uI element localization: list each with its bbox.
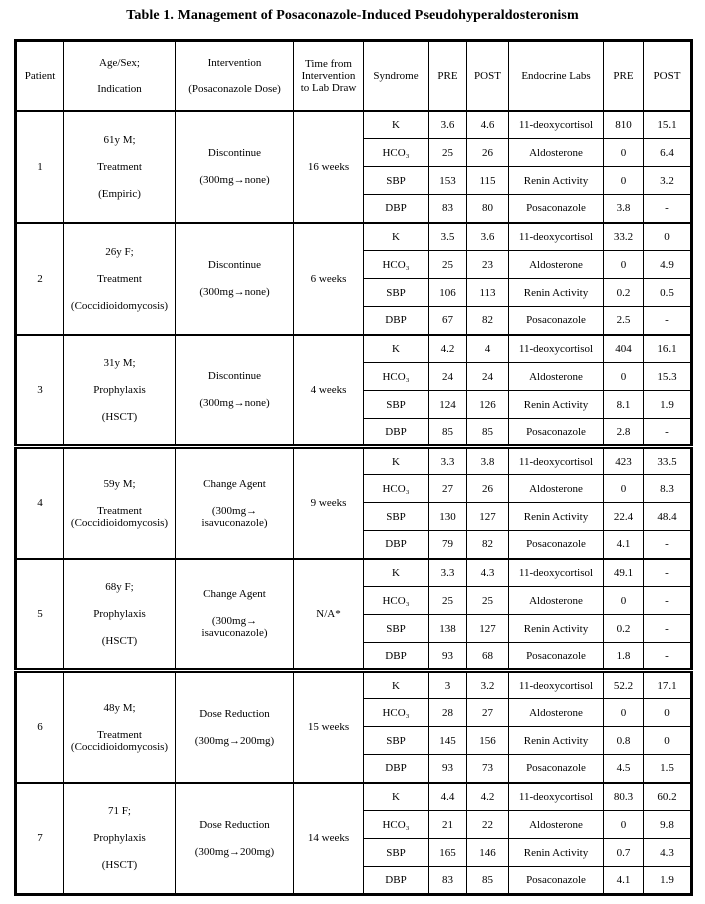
endocrine-lab-cell: Posaconazole: [509, 419, 604, 447]
syndrome-post-cell: 85: [467, 419, 509, 447]
intervention-cell-para: [178, 174, 291, 186]
syndrome-post-cell: 4: [467, 335, 509, 363]
age-sex-indication-cell-para: [66, 635, 173, 647]
lab-pre-cell: 0: [604, 363, 644, 391]
syndrome-cell: DBP: [364, 643, 429, 671]
age-sex-indication-cell-line: Treatment: [97, 160, 142, 173]
syndrome-cell: SBP: [364, 615, 429, 643]
patient-2-subrow-1: [16, 223, 692, 251]
intervention-cell-para: [178, 588, 291, 600]
lab-post-cell: 15.3: [644, 363, 692, 391]
patient-3-subrow-1: [16, 335, 692, 363]
age-sex-indication-cell-line: (Coccidioidomycosis): [70, 516, 169, 529]
syndrome-post-cell: 85: [467, 867, 509, 895]
col-header-labs-pre: PRE: [604, 41, 644, 111]
lab-pre-cell: 0.2: [604, 615, 644, 643]
header-row: [16, 41, 692, 111]
age-sex-indication-cell-line: (HSCT): [101, 634, 138, 647]
lab-pre-cell: 0: [604, 587, 644, 615]
lab-pre-cell: 0: [604, 811, 644, 839]
intervention-cell-line: Dose Reduction: [199, 707, 270, 720]
lab-post-cell: 3.2: [644, 167, 692, 195]
syndrome-pre-cell: 106: [429, 279, 467, 307]
syndrome-post-cell: 3.8: [467, 447, 509, 475]
lab-post-cell: -: [644, 587, 692, 615]
intervention-cell: [176, 335, 294, 447]
endocrine-lab-cell: 11-deoxycortisol: [509, 671, 604, 699]
lab-post-cell: -: [644, 643, 692, 671]
endocrine-lab-cell: Posaconazole: [509, 755, 604, 783]
col-header-post: POST: [467, 41, 509, 111]
syndrome-post-cell: 127: [467, 615, 509, 643]
syndrome-pre-cell: 124: [429, 391, 467, 419]
lab-post-cell: 4.9: [644, 251, 692, 279]
lab-post-cell: 1.9: [644, 391, 692, 419]
endocrine-lab-cell: Aldosterone: [509, 587, 604, 615]
col-header-age-sex-line2: Indication: [97, 82, 142, 95]
age-sex-indication-cell-line: 71 F;: [108, 805, 131, 818]
intervention-cell: [176, 559, 294, 671]
syndrome-post-cell: 3.2: [467, 671, 509, 699]
syndrome-cell: DBP: [364, 531, 429, 559]
endocrine-lab-cell: Renin Activity: [509, 727, 604, 755]
syndrome-cell: SBP: [364, 503, 429, 531]
lab-pre-cell: 80.3: [604, 783, 644, 811]
endocrine-lab-cell: Posaconazole: [509, 867, 604, 895]
col-header-intervention-line2: (Posaconazole Dose): [188, 82, 281, 95]
lab-post-cell: 8.3: [644, 475, 692, 503]
syndrome-post-cell: 68: [467, 643, 509, 671]
lab-post-cell: 0: [644, 699, 692, 727]
syndrome-pre-cell: 153: [429, 167, 467, 195]
endocrine-lab-cell: Aldosterone: [509, 475, 604, 503]
patient-id-cell: 6: [16, 671, 64, 783]
intervention-cell-line: Discontinue: [207, 370, 262, 383]
syndrome-post-cell: 4.6: [467, 111, 509, 139]
age-sex-indication-cell-line: (HSCT): [101, 410, 138, 423]
age-sex-indication-cell-para: [66, 478, 173, 490]
lab-pre-cell: 0.8: [604, 727, 644, 755]
lab-pre-cell: 0.7: [604, 839, 644, 867]
lab-pre-cell: 33.2: [604, 223, 644, 251]
age-sex-indication-cell-para: [66, 300, 173, 312]
intervention-cell-line: (300mg→: [211, 504, 258, 517]
age-sex-indication-cell: [64, 111, 176, 223]
endocrine-lab-cell: Aldosterone: [509, 251, 604, 279]
intervention-cell-para: [178, 505, 291, 529]
age-sex-indication-cell-line: (Coccidioidomycosis): [70, 299, 169, 312]
intervention-cell-line: (300mg→200mg): [194, 845, 275, 858]
lab-pre-cell: 423: [604, 447, 644, 475]
age-sex-indication-cell: [64, 559, 176, 671]
syndrome-post-cell: 80: [467, 195, 509, 223]
table-title: Table 1. Management of Posaconazole-Induced Pseudohyperaldosteronism: [126, 8, 579, 23]
syndrome-cell: K: [364, 559, 429, 587]
syndrome-pre-cell: 83: [429, 867, 467, 895]
intervention-cell-line: Dose Reduction: [199, 818, 270, 831]
syndrome-post-cell: 82: [467, 307, 509, 335]
lab-pre-cell: 4.1: [604, 867, 644, 895]
syndrome-pre-cell: 165: [429, 839, 467, 867]
syndrome-post-cell: 127: [467, 503, 509, 531]
syndrome-pre-cell: 93: [429, 643, 467, 671]
syndrome-post-cell: 4.2: [467, 783, 509, 811]
syndrome-pre-cell: 145: [429, 727, 467, 755]
syndrome-cell: HCO₃: [364, 251, 429, 279]
lab-pre-cell: 4.5: [604, 755, 644, 783]
col-header-labs-post: POST: [644, 41, 692, 111]
age-sex-indication-cell-line: Treatment: [97, 504, 142, 517]
patient-1-subrow-1: [16, 111, 692, 139]
syndrome-cell: SBP: [364, 391, 429, 419]
syndrome-post-cell: 146: [467, 839, 509, 867]
syndrome-cell: SBP: [364, 727, 429, 755]
intervention-cell-para: [178, 846, 291, 858]
intervention-cell-line: (300mg→: [211, 615, 258, 628]
intervention-cell-para: [178, 819, 291, 831]
lab-post-cell: -: [644, 195, 692, 223]
age-sex-indication-cell-para: [66, 384, 173, 396]
intervention-cell-para: [178, 397, 291, 409]
lab-pre-cell: 0: [604, 167, 644, 195]
endocrine-lab-cell: Posaconazole: [509, 531, 604, 559]
age-sex-indication-cell-line: (Coccidioidomycosis): [70, 740, 169, 753]
intervention-cell-para: [178, 478, 291, 490]
age-sex-indication-cell-line: 61y M;: [103, 133, 136, 146]
age-sex-indication-cell: [64, 783, 176, 895]
lab-pre-cell: 22.4: [604, 503, 644, 531]
syndrome-cell: HCO₃: [364, 587, 429, 615]
patient-5-subrow-1: [16, 559, 692, 587]
syndrome-cell: SBP: [364, 167, 429, 195]
col-header-time: Time from Intervention to Lab Draw: [294, 41, 364, 111]
intervention-cell-para: [178, 615, 291, 639]
syndrome-cell: HCO₃: [364, 139, 429, 167]
age-sex-indication-cell-line: Treatment: [97, 728, 142, 741]
lab-pre-cell: 0: [604, 475, 644, 503]
patient-id-cell: 1: [16, 111, 64, 223]
age-sex-indication-cell-para: [66, 505, 173, 529]
syndrome-pre-cell: 25: [429, 587, 467, 615]
patient-id-cell: 7: [16, 783, 64, 895]
col-header-syndrome: Syndrome: [364, 41, 429, 111]
endocrine-lab-cell: Aldosterone: [509, 811, 604, 839]
endocrine-lab-cell: Posaconazole: [509, 643, 604, 671]
lab-post-cell: 9.8: [644, 811, 692, 839]
lab-pre-cell: 0: [604, 251, 644, 279]
intervention-cell-line: Discontinue: [207, 259, 262, 271]
table-body: [16, 111, 692, 895]
endocrine-lab-cell: 11-deoxycortisol: [509, 223, 604, 251]
age-sex-indication-cell-para: [66, 581, 173, 593]
syndrome-cell: DBP: [364, 755, 429, 783]
intervention-cell-para: [178, 370, 291, 382]
age-sex-indication-cell-para: [66, 188, 173, 200]
col-header-intervention-line1: Intervention: [207, 56, 262, 69]
intervention-cell-line: isavuconazole): [201, 516, 268, 529]
col-header-age-sex-line1: Age/Sex;: [99, 56, 140, 69]
syndrome-pre-cell: 3.3: [429, 447, 467, 475]
intervention-cell-line: (300mg→none): [199, 174, 270, 186]
endocrine-lab-cell: Posaconazole: [509, 307, 604, 335]
lab-post-cell: 0.5: [644, 279, 692, 307]
lab-post-cell: 0: [644, 223, 692, 251]
syndrome-cell: SBP: [364, 279, 429, 307]
age-sex-indication-cell-line: 48y M;: [103, 701, 136, 714]
age-sex-indication-cell-para: [66, 161, 173, 173]
syndrome-pre-cell: 25: [429, 139, 467, 167]
lab-pre-cell: 1.8: [604, 643, 644, 671]
intervention-cell-line: Change Agent: [203, 477, 266, 490]
intervention-cell-line: (300mg→200mg): [194, 734, 275, 747]
endocrine-lab-cell: Renin Activity: [509, 839, 604, 867]
syndrome-pre-cell: 3.6: [429, 111, 467, 139]
time-to-lab-draw-cell: 9 weeks: [294, 447, 364, 559]
intervention-cell-para: [178, 259, 291, 271]
lab-post-cell: 4.3: [644, 839, 692, 867]
lab-pre-cell: 3.8: [604, 195, 644, 223]
col-header-intervention: [176, 41, 294, 111]
syndrome-pre-cell: 24: [429, 363, 467, 391]
intervention-cell-para: [178, 147, 291, 159]
patient-id-cell: 4: [16, 447, 64, 559]
syndrome-post-cell: 126: [467, 391, 509, 419]
lab-pre-cell: 52.2: [604, 671, 644, 699]
lab-pre-cell: 8.1: [604, 391, 644, 419]
intervention-cell-line: Discontinue: [207, 147, 262, 159]
lab-pre-cell: 0: [604, 699, 644, 727]
lab-post-cell: 60.2: [644, 783, 692, 811]
syndrome-cell: HCO₃: [364, 811, 429, 839]
syndrome-cell: DBP: [364, 867, 429, 895]
intervention-cell-para: [178, 286, 291, 298]
age-sex-indication-cell-line: Prophylaxis: [93, 383, 146, 396]
age-sex-indication-cell-line: Prophylaxis: [93, 832, 146, 845]
intervention-cell: [176, 671, 294, 783]
lab-pre-cell: 404: [604, 335, 644, 363]
syndrome-cell: K: [364, 223, 429, 251]
table-header: [16, 41, 692, 111]
syndrome-post-cell: 113: [467, 279, 509, 307]
age-sex-indication-cell-para: [66, 702, 173, 714]
syndrome-pre-cell: 3.5: [429, 223, 467, 251]
patient-id-cell: 2: [16, 223, 64, 335]
age-sex-indication-cell-line: 31y M;: [103, 356, 136, 369]
age-sex-indication-cell: [64, 447, 176, 559]
age-sex-indication-cell-line: 26y F;: [105, 245, 134, 258]
patient-id-cell: 5: [16, 559, 64, 671]
syndrome-pre-cell: 25: [429, 251, 467, 279]
endocrine-lab-cell: Renin Activity: [509, 615, 604, 643]
syndrome-cell: K: [364, 783, 429, 811]
age-sex-indication-cell-para: [66, 832, 173, 844]
endocrine-lab-cell: Renin Activity: [509, 391, 604, 419]
lab-pre-cell: 4.1: [604, 531, 644, 559]
syndrome-pre-cell: 138: [429, 615, 467, 643]
syndrome-post-cell: 24: [467, 363, 509, 391]
lab-pre-cell: 810: [604, 111, 644, 139]
intervention-cell-line: (300mg→none): [199, 286, 270, 298]
endocrine-lab-cell: 11-deoxycortisol: [509, 335, 604, 363]
syndrome-pre-cell: 3: [429, 671, 467, 699]
intervention-cell-line: Change Agent: [203, 588, 266, 601]
syndrome-post-cell: 3.6: [467, 223, 509, 251]
syndrome-pre-cell: 85: [429, 419, 467, 447]
age-sex-indication-cell-para: [66, 246, 173, 258]
patient-6-subrow-1: [16, 671, 692, 699]
lab-post-cell: -: [644, 531, 692, 559]
lab-pre-cell: 0.2: [604, 279, 644, 307]
time-to-lab-draw-cell: 15 weeks: [294, 671, 364, 783]
intervention-cell-para: [178, 735, 291, 747]
syndrome-post-cell: 4.3: [467, 559, 509, 587]
endocrine-lab-cell: 11-deoxycortisol: [509, 111, 604, 139]
age-sex-indication-cell-para: [66, 608, 173, 620]
age-sex-indication-cell-line: 59y M;: [103, 477, 136, 490]
lab-post-cell: -: [644, 615, 692, 643]
lab-post-cell: 48.4: [644, 503, 692, 531]
syndrome-post-cell: 73: [467, 755, 509, 783]
endocrine-lab-cell: Posaconazole: [509, 195, 604, 223]
syndrome-post-cell: 22: [467, 811, 509, 839]
syndrome-post-cell: 82: [467, 531, 509, 559]
age-sex-indication-cell: [64, 223, 176, 335]
age-sex-indication-cell-para: [66, 859, 173, 871]
time-to-lab-draw-cell: 14 weeks: [294, 783, 364, 895]
age-sex-indication-cell-para: [66, 729, 173, 753]
lab-pre-cell: 2.5: [604, 307, 644, 335]
intervention-cell-line: (300mg→none): [199, 397, 270, 410]
intervention-cell-line: isavuconazole): [201, 627, 268, 640]
syndrome-post-cell: 26: [467, 475, 509, 503]
age-sex-indication-cell-line: (HSCT): [101, 859, 138, 872]
syndrome-post-cell: 26: [467, 139, 509, 167]
age-sex-indication-cell-para: [66, 411, 173, 423]
age-sex-indication-cell-line: Treatment: [97, 272, 142, 285]
lab-post-cell: 1.9: [644, 867, 692, 895]
lab-post-cell: -: [644, 419, 692, 447]
syndrome-post-cell: 115: [467, 167, 509, 195]
lab-pre-cell: 49.1: [604, 559, 644, 587]
syndrome-pre-cell: 79: [429, 531, 467, 559]
col-header-endocrine-labs: Endocrine Labs: [509, 41, 604, 111]
syndrome-pre-cell: 28: [429, 699, 467, 727]
lab-post-cell: 33.5: [644, 447, 692, 475]
intervention-cell: [176, 223, 294, 335]
syndrome-pre-cell: 27: [429, 475, 467, 503]
age-sex-indication-cell: [64, 671, 176, 783]
age-sex-indication-cell-para: [66, 357, 173, 369]
intervention-cell: [176, 447, 294, 559]
syndrome-pre-cell: 130: [429, 503, 467, 531]
age-sex-indication-cell-para: [66, 273, 173, 285]
lab-post-cell: 0: [644, 727, 692, 755]
syndrome-pre-cell: 3.3: [429, 559, 467, 587]
syndrome-pre-cell: 4.2: [429, 335, 467, 363]
syndrome-cell: K: [364, 447, 429, 475]
col-header-age-sex: [64, 41, 176, 111]
lab-pre-cell: 0: [604, 139, 644, 167]
intervention-cell-para: [178, 708, 291, 720]
col-header-pre: PRE: [429, 41, 467, 111]
lab-post-cell: 15.1: [644, 111, 692, 139]
age-sex-indication-cell: [64, 335, 176, 447]
intervention-cell: [176, 783, 294, 895]
age-sex-indication-cell-para: [66, 805, 173, 817]
lab-post-cell: -: [644, 307, 692, 335]
endocrine-lab-cell: Aldosterone: [509, 363, 604, 391]
syndrome-cell: K: [364, 335, 429, 363]
time-to-lab-draw-cell: N/A*: [294, 559, 364, 671]
time-to-lab-draw-cell: 6 weeks: [294, 223, 364, 335]
syndrome-cell: HCO₃: [364, 363, 429, 391]
time-to-lab-draw-cell: 16 weeks: [294, 111, 364, 223]
syndrome-cell: HCO₃: [364, 475, 429, 503]
document-page: [0, 8, 705, 896]
syndrome-cell: SBP: [364, 839, 429, 867]
age-sex-indication-cell-line: 68y F;: [105, 580, 134, 593]
syndrome-cell: DBP: [364, 195, 429, 223]
patient-id-cell: 3: [16, 335, 64, 447]
endocrine-lab-cell: Renin Activity: [509, 279, 604, 307]
lab-post-cell: -: [644, 559, 692, 587]
syndrome-pre-cell: 93: [429, 755, 467, 783]
lab-post-cell: 17.1: [644, 671, 692, 699]
lab-post-cell: 16.1: [644, 335, 692, 363]
syndrome-pre-cell: 4.4: [429, 783, 467, 811]
endocrine-lab-cell: 11-deoxycortisol: [509, 559, 604, 587]
syndrome-pre-cell: 83: [429, 195, 467, 223]
syndrome-cell: K: [364, 671, 429, 699]
syndrome-pre-cell: 67: [429, 307, 467, 335]
syndrome-post-cell: 27: [467, 699, 509, 727]
endocrine-lab-cell: Renin Activity: [509, 503, 604, 531]
age-sex-indication-cell-line: Prophylaxis: [93, 607, 146, 620]
age-sex-indication-cell-para: [66, 134, 173, 146]
syndrome-cell: DBP: [364, 307, 429, 335]
syndrome-cell: K: [364, 111, 429, 139]
endocrine-lab-cell: 11-deoxycortisol: [509, 783, 604, 811]
syndrome-post-cell: 156: [467, 727, 509, 755]
endocrine-lab-cell: Aldosterone: [509, 139, 604, 167]
syndrome-pre-cell: 21: [429, 811, 467, 839]
intervention-cell: [176, 111, 294, 223]
syndrome-cell: HCO₃: [364, 699, 429, 727]
endocrine-lab-cell: 11-deoxycortisol: [509, 447, 604, 475]
lab-post-cell: 1.5: [644, 755, 692, 783]
patient-4-subrow-1: [16, 447, 692, 475]
col-header-patient: Patient: [16, 41, 64, 111]
syndrome-cell: DBP: [364, 419, 429, 447]
management-table: [14, 39, 693, 896]
patient-7-subrow-1: [16, 783, 692, 811]
age-sex-indication-cell-line: (Empiric): [98, 187, 141, 200]
endocrine-lab-cell: Renin Activity: [509, 167, 604, 195]
lab-pre-cell: 2.8: [604, 419, 644, 447]
time-to-lab-draw-cell: 4 weeks: [294, 335, 364, 447]
syndrome-post-cell: 23: [467, 251, 509, 279]
lab-post-cell: 6.4: [644, 139, 692, 167]
syndrome-post-cell: 25: [467, 587, 509, 615]
endocrine-lab-cell: Aldosterone: [509, 699, 604, 727]
